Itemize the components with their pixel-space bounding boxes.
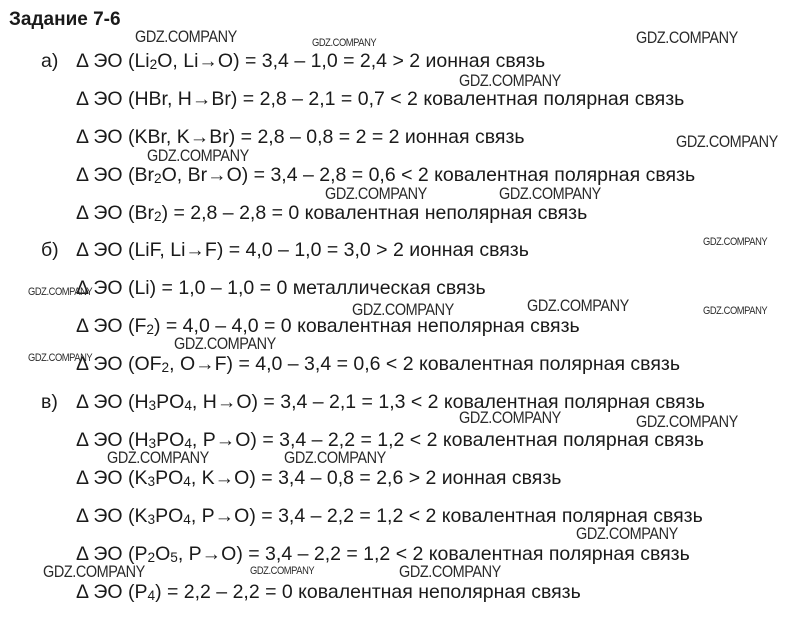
watermark: GDZ.COMPANY [576, 524, 678, 543]
equation-line: Δ ЭО $(F_2) = 4,0 - 4,0 = 0$ ковалентная неполярная связь [76, 315, 580, 338]
equation-line: Δ ЭО ($P_2O_5$, P→O) = 3,4 – 2,2 = 1,2 < 2 ковалентная полярная связь [76, 543, 690, 566]
watermark: GDZ.COMPANY [499, 184, 601, 203]
equation-line: Δ ЭО ($Br_2O$, Br→O) = 3,4 – 2,8 = 0,6 < 2 ковалентная полярная связь [76, 164, 696, 187]
watermark: GDZ.COMPANY [28, 286, 93, 298]
section-label-v: в) [41, 391, 58, 413]
watermark: GDZ.COMPANY [250, 565, 315, 577]
watermark: GDZ.COMPANY [399, 562, 501, 581]
equation-line: Δ ЭО ($Li_2O$, Li→O) = 3,4 – 1,0 = 2,4 > 2 ионная связь [76, 50, 546, 73]
section-label-a: а) [41, 50, 59, 72]
watermark: GDZ.COMPANY [676, 132, 778, 151]
equation-line: Δ ЭО ($H_3PO_4$, H→O) = 3,4 – 2,1 = 1,3 < 2 ковалентная полярная связь [76, 391, 705, 414]
watermark: GDZ.COMPANY [147, 146, 249, 165]
equation-line: Δ ЭО (LiF, Li→F) = 4,0 – 1,0 = 3,0 > 2 ионная связь [76, 239, 529, 261]
watermark: GDZ.COMPANY [135, 27, 237, 46]
equation-line: Δ ЭО ($K_3PO_4$, P→O) = 3,4 – 2,2 = 1,2 < 2 ковалентная полярная связь [76, 505, 703, 528]
watermark: GDZ.COMPANY [284, 448, 386, 467]
task-title: Задание 7-6 [9, 9, 121, 30]
equation-line: Δ ЭО $(P_4) = 2,2 - 2,2 = 0$ ковалентная неполярная связь [76, 581, 581, 604]
watermark: GDZ.COMPANY [459, 71, 561, 90]
watermark: GDZ.COMPANY [107, 448, 209, 467]
equation-line: Δ ЭО (HBr, H→Br) = 2,8 – 2,1 = 0,7 < 2 ковалентная полярная связь [76, 88, 685, 110]
watermark: GDZ.COMPANY [312, 37, 377, 49]
equation-line: Δ ЭО (KBr, K→Br) = 2,8 – 0,8 = 2 = 2 ионная связь [76, 126, 525, 148]
equation-line: Δ ЭО (Li) = 1,0 – 1,0 = 0 металлическая связь [76, 277, 486, 299]
watermark: GDZ.COMPANY [459, 408, 561, 427]
watermark: GDZ.COMPANY [636, 412, 738, 431]
equation-line: Δ ЭО ($OF_2$, O→F) = 4,0 – 3,4 = 0,6 < 2 ковалентная полярная связь [76, 353, 680, 376]
watermark: GDZ.COMPANY [174, 334, 276, 353]
watermark: GDZ.COMPANY [636, 28, 738, 47]
section-label-b: б) [41, 239, 59, 261]
watermark: GDZ.COMPANY [527, 296, 629, 315]
watermark: GDZ.COMPANY [703, 236, 768, 248]
equation-line: Δ ЭО ($K_3PO_4$, K→O) = 3,4 – 0,8 = 2,6 > 2 ионная связь [76, 467, 562, 490]
watermark: GDZ.COMPANY [325, 184, 427, 203]
equation-line: Δ ЭО ($H_3PO_4$, P→O) = 3,4 – 2,2 = 1,2 < 2 ковалентная полярная связь [76, 429, 704, 452]
equation-line: Δ ЭО $(Br_2) = 2,8 - 2,8 = 0$ ковалентная неполярная связь [76, 202, 588, 225]
watermark: GDZ.COMPANY [43, 562, 145, 581]
watermark: GDZ.COMPANY [703, 305, 768, 317]
watermark: GDZ.COMPANY [28, 352, 93, 364]
watermark: GDZ.COMPANY [352, 300, 454, 319]
